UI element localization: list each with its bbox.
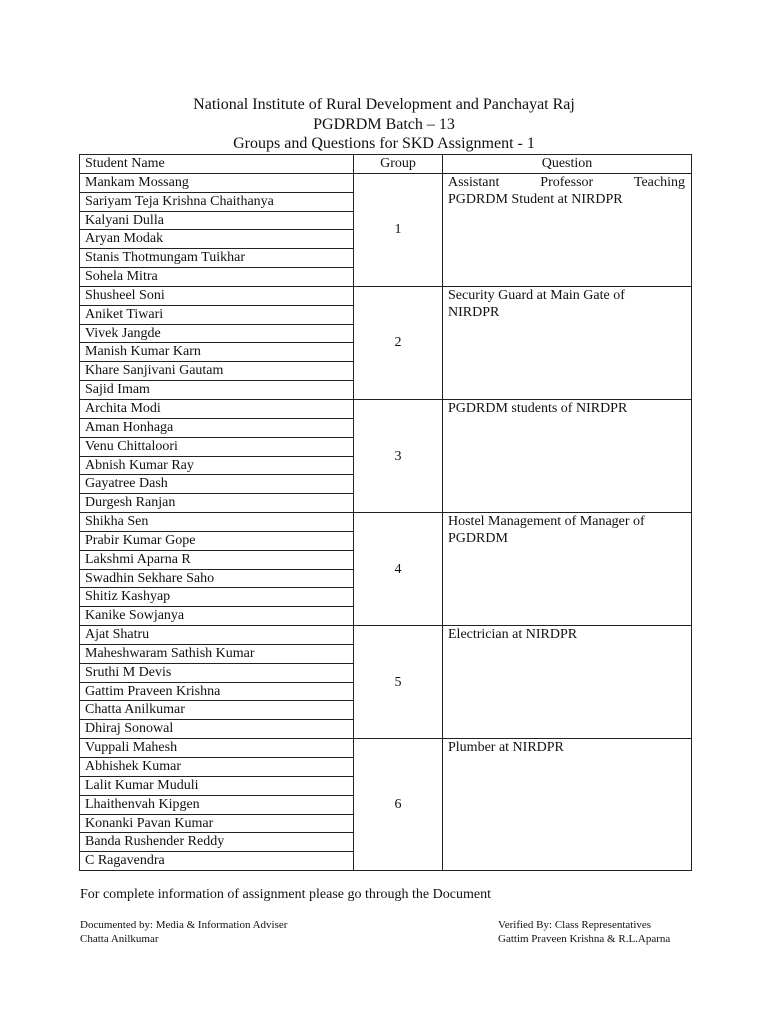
- assignment-note: For complete information of assignment please go through the Document: [80, 887, 491, 902]
- documented-by-name: Chatta Anilkumar: [80, 933, 159, 945]
- student-name-cell: Kalyani Dulla: [80, 211, 354, 230]
- student-name-cell: Vuppali Mahesh: [80, 739, 354, 758]
- institute-title: National Institute of Rural Development and Panchayat Raj: [193, 96, 575, 113]
- documented-by-label: Documented by: Media & Information Adviser: [80, 919, 288, 931]
- batch-title: PGDRDM Batch – 13: [313, 115, 455, 133]
- question-header: Question: [443, 155, 692, 174]
- question-line: Electrician at NIRDPR: [448, 627, 578, 643]
- student-name-cell: Shusheel Soni: [80, 286, 354, 305]
- student-name-cell: Abhishek Kumar: [80, 758, 354, 777]
- student-name-cell: Kanike Sowjanya: [80, 607, 354, 626]
- table-row: [80, 173, 692, 192]
- group-number-cell: 1: [354, 173, 443, 286]
- student-name-cell: Venu Chittaloori: [80, 437, 354, 456]
- student-name-cell: Stanis Thotmungam Tuikhar: [80, 249, 354, 268]
- table-row: [80, 739, 692, 758]
- student-name-cell: Swadhin Sekhare Saho: [80, 569, 354, 588]
- question-cell: [443, 286, 692, 399]
- table-row: [80, 626, 692, 645]
- student-name-cell: Archita Modi: [80, 399, 354, 418]
- question-cell: [443, 399, 692, 512]
- question-line: PGDRDM: [448, 531, 508, 547]
- student-name-cell: Durgesh Ranjan: [80, 494, 354, 513]
- student-name-cell: Chatta Anilkumar: [80, 701, 354, 720]
- student-name-cell: Manish Kumar Karn: [80, 343, 354, 362]
- group-number-cell: 4: [354, 513, 443, 626]
- question-cell: [443, 739, 692, 871]
- question-cell: [443, 173, 692, 286]
- documented-by-block: [80, 918, 287, 946]
- group-header: Group: [354, 155, 443, 174]
- student-name-cell: Ajat Shatru: [80, 626, 354, 645]
- verified-by-names: Gattim Praveen Krishna & R.L.Aparna: [498, 933, 671, 945]
- group-number-cell: 2: [354, 286, 443, 399]
- student-name-cell: Dhiraj Sonowal: [80, 720, 354, 739]
- question-line: Assistant Professor Teaching: [448, 174, 685, 190]
- student-name-cell: Sruthi M Devis: [80, 663, 354, 682]
- student-name-header: Student Name: [80, 155, 354, 174]
- student-name-cell: Aniket Tiwari: [80, 305, 354, 324]
- student-name-cell: Lhaithenvah Kipgen: [80, 795, 354, 814]
- groups-table: [79, 154, 692, 871]
- student-name-cell: Lalit Kumar Muduli: [80, 776, 354, 795]
- document-header: [0, 95, 768, 154]
- student-name-cell: Khare Sanjivani Gautam: [80, 362, 354, 381]
- student-name-cell: Sohela Mitra: [80, 268, 354, 287]
- verified-by-label: Verified By: Class Representatives: [498, 919, 652, 931]
- table-row: [80, 513, 692, 532]
- table-header-row: [80, 155, 692, 174]
- question-line: Hostel Management of Manager of: [448, 514, 645, 530]
- group-number-cell: 5: [354, 626, 443, 739]
- student-name-cell: Banda Rushender Reddy: [80, 833, 354, 852]
- question-line: PGDRDM Student at NIRDPR: [448, 191, 623, 207]
- student-name-cell: Mankam Mossang: [80, 173, 354, 192]
- student-name-cell: Shikha Sen: [80, 513, 354, 532]
- student-name-cell: C Ragavendra: [80, 852, 354, 871]
- student-name-cell: Shitiz Kashyap: [80, 588, 354, 607]
- student-name-cell: Maheshwaram Sathish Kumar: [80, 644, 354, 663]
- table-row: [80, 399, 692, 418]
- question-line: Plumber at NIRDPR: [448, 740, 564, 756]
- student-name-cell: Sariyam Teja Krishna Chaithanya: [80, 192, 354, 211]
- question-line: NIRDPR: [448, 304, 500, 320]
- table-row: [80, 286, 692, 305]
- assignment-title: Groups and Questions for SKD Assignment - 1: [233, 135, 535, 152]
- group-number-cell: 3: [354, 399, 443, 512]
- student-name-cell: Prabir Kumar Gope: [80, 531, 354, 550]
- question-line: PGDRDM students of NIRDPR: [448, 400, 628, 416]
- verified-by-block: [498, 918, 670, 946]
- student-name-cell: Sajid Imam: [80, 381, 354, 400]
- student-name-cell: Aryan Modak: [80, 230, 354, 249]
- student-name-cell: Konanki Pavan Kumar: [80, 814, 354, 833]
- student-name-cell: Gayatree Dash: [80, 475, 354, 494]
- table-body: [80, 173, 692, 870]
- student-name-cell: Gattim Praveen Krishna: [80, 682, 354, 701]
- question-cell: [443, 626, 692, 739]
- question-cell: [443, 513, 692, 626]
- group-number-cell: 6: [354, 739, 443, 871]
- student-name-cell: Aman Honhaga: [80, 418, 354, 437]
- student-name-cell: Vivek Jangde: [80, 324, 354, 343]
- question-line: Security Guard at Main Gate of: [448, 287, 625, 303]
- student-name-cell: Lakshmi Aparna R: [80, 550, 354, 569]
- student-name-cell: Abnish Kumar Ray: [80, 456, 354, 475]
